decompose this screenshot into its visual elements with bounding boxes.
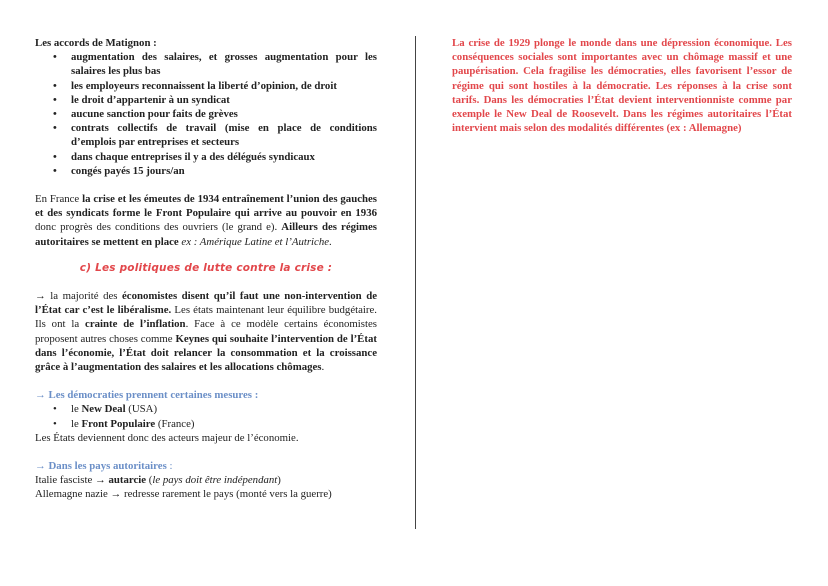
france-paragraph: En France la crise et les émeutes de 1934 entraînement l’union des gauches et des syndicats forme le Front Populaire qui arrive au pouvoir en 1936 donc progrès des conditions des ouvriers (le grand e). Ailleurs des régimes autoritaires se mettent en place ex : Amérique Latine et l’Autriche. [35,193,377,248]
list-item: • le New Deal (USA) [53,403,158,416]
democracies-heading: → Les démocraties prennent certaines mesures : [35,389,259,402]
bullet-icon: • [53,108,57,121]
list-item: • les employeurs reconnaissent la liberté d’opinion, de droit [53,79,337,92]
bullet-icon: • [53,51,57,64]
matignon-title: Les accords de Matignon : [35,37,157,49]
list-item: • augmentation des salaires, et grosses augmentation pour les salaires les plus bas [53,51,377,78]
bullet-icon: • [53,93,57,106]
bullet-icon: • [53,417,57,430]
crisis-paragraph: La crise de 1929 plonge le monde dans une dépression économique. Les conséquences sociales sont importantes avec un chômage massif et une paupérisation. Cela fragilise les démocraties, elles favorisent l’essor de régime qui sont hostiles à la démocratie. Les réponses à la crise sont tarifs. Dans les démocraties l’État devient interventionniste comme par exemple le New Deal de Roosevelt. Dans les régimes autoritaires l’État intervient mais selon des modalités différentes (ex : Allemagne) [452,37,792,135]
section-c-title: c) Les politiques de lutte contre la crise : [79,261,333,274]
authoritarian-heading: → Dans les pays autoritaires : [35,460,173,473]
democracy-list [35,402,377,430]
italy-line: Italie fasciste → autarcie (le pays doit être indépendant) [35,474,281,487]
list-item: • congés payés 15 jours/an [53,164,185,177]
economists-paragraph: → la majorité des économistes disent qu’il faut une non-intervention de l’État car c’est le libéralisme. Les états maintenant leur équilibre budgétaire. Ils ont la crainte de l’inflation. Face à ce modèle certains économistes proposent autres choses comme Keynes qui souhaite l’intervention de l’État dans l’économie, l’État doit relancer la consommation et la croissance grâce à l’augmentation des salaires et les allocations chômages. [35,290,378,374]
list-item: • contrats collectifs de travail (mise en place de conditions d’emplois par entreprises et secteurs [53,122,377,149]
matignon-list [35,50,377,178]
list-item: • dans chaque entreprises il y a des délégués syndicaux [53,150,315,163]
column-divider [415,36,416,529]
states-actors-line: Les États deviennent donc des acteurs majeur de l’économie. [35,431,299,444]
bullet-icon: • [53,122,57,135]
list-item: • le Front Populaire (France) [53,417,195,430]
bullet-icon: • [53,403,57,416]
left-column [35,36,377,502]
bullet-icon: • [53,79,57,92]
bullet-icon: • [53,164,57,177]
bullet-icon: • [53,150,57,163]
germany-line: Allemagne nazie → redresse rarement le pays (monté vers la guerre) [35,488,332,501]
list-item: • aucune sanction pour faits de grèves [53,108,238,121]
right-column [452,36,792,135]
list-item: • le droit d’appartenir à un syndicat [53,93,230,106]
